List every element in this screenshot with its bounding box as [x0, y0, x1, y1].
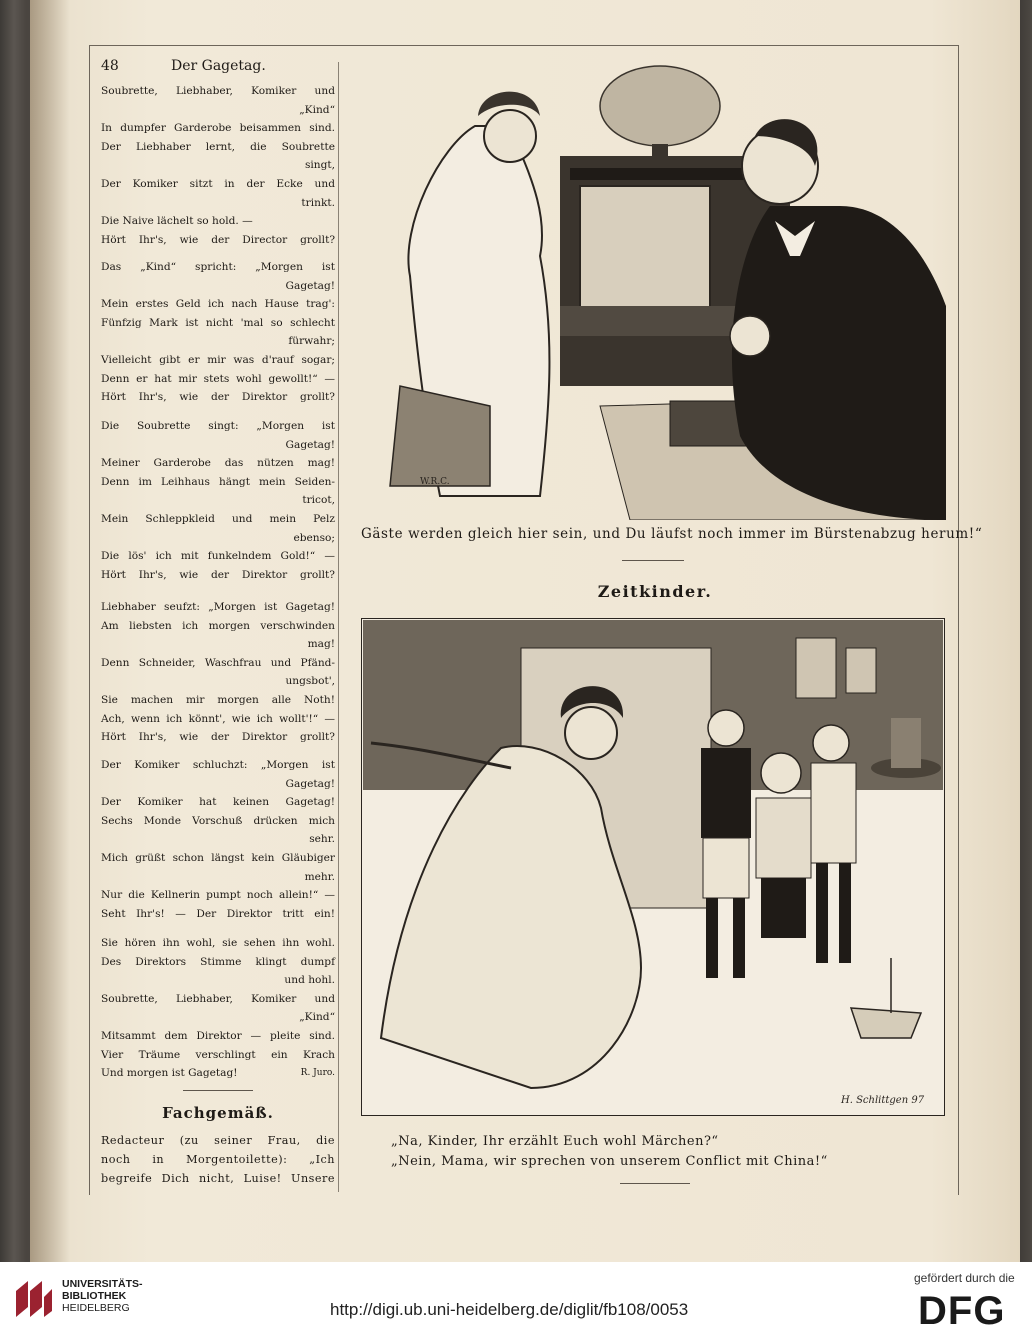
child-2-pants — [761, 878, 806, 938]
boy-3-leg — [816, 863, 828, 963]
sheet-music — [580, 186, 710, 316]
poem-author: R. Juro. — [300, 1068, 335, 1079]
boy-1-shorts — [703, 838, 749, 898]
artist-signature: H. Schlittgen 97 — [841, 1095, 925, 1106]
poem-line: fürwahr; — [288, 335, 335, 348]
poem-line: Sechs Monde Vorschuß drücken mich — [101, 814, 335, 827]
university-library-logo-icon — [12, 1277, 56, 1321]
boy-1-head — [708, 710, 744, 746]
poem-line: Gagetag! — [285, 777, 335, 790]
spine-shadow — [30, 0, 70, 1262]
poem-line: Hört Ihr's, wie der Direktor grollt? — [101, 391, 335, 404]
poem-line: singt, — [304, 159, 335, 172]
lamp-shade — [600, 66, 720, 146]
funding-label: gefördert durch die — [914, 1271, 1015, 1285]
frame-left-line — [89, 45, 90, 1195]
poem-line: Liebhaber seufzt: „Morgen ist Gagetag! — [101, 601, 335, 613]
poem-line: Hört Ihr's, wie der Director grollt? — [101, 233, 335, 246]
poem-line: Meiner Garderobe das nützen mag! — [101, 457, 335, 470]
poem-line: und hohl. — [284, 974, 335, 987]
poem-line: Mein Schleppkleid und mein Pelz — [101, 512, 335, 525]
caption-bottom-line-2: „Nein, Mama, wir sprechen von unserem Conflict mit China!“ — [391, 1154, 828, 1169]
poem-stanza-6 — [101, 934, 335, 1083]
boy-3-leg — [839, 863, 851, 963]
poem-line: Hört Ihr's, wie der Direktor grollt? — [101, 731, 335, 744]
poem-line: Der Komiker hat keinen Gagetag! — [101, 796, 335, 809]
frame-right-line — [958, 45, 959, 1195]
boy-1-leg — [706, 898, 718, 978]
permalink-url[interactable]: http://digi.ub.uni-heidelberg.de/diglit/fb108/0053 — [330, 1300, 689, 1319]
child-2-head — [761, 753, 801, 793]
poem-line: ungsbot', — [285, 675, 335, 688]
boy-3-head — [813, 725, 849, 761]
boy-1-sweater — [701, 748, 751, 838]
running-title: Der Gagetag. — [171, 58, 266, 74]
mother-head — [565, 707, 617, 759]
poem-line: „Kind“ — [299, 1011, 335, 1024]
poem-line: Hört Ihr's, wie der Direktor grollt? — [101, 568, 335, 581]
prose-line: begreife Dich nicht, Luise! Unsere — [101, 1172, 335, 1185]
poem-line: ebenso; — [293, 531, 335, 544]
poem-line: Mich grüßt schon längst kein Gläubiger — [101, 851, 335, 864]
library-name-line: HEIDELBERG — [62, 1302, 130, 1314]
poem-line: Soubrette, Liebhaber, Komiker und — [101, 85, 335, 97]
poem-line: Die lös' ich mit funkelndem Gold!“ — — [101, 550, 335, 563]
poem-line: Des Direktors Stimme klingt dumpf — [101, 955, 335, 968]
fachgemaess-title: Fachgemäß. — [162, 1104, 274, 1122]
poem-stanza-3 — [101, 417, 335, 584]
zeitkinder-title: Zeitkinder. — [597, 582, 713, 601]
column-divider — [338, 62, 339, 1192]
page-header — [101, 58, 337, 80]
poem-line: Mein erstes Geld ich nach Hause trag': — [101, 298, 335, 311]
boy-3-suit — [811, 763, 856, 863]
footer-bar — [0, 1262, 1032, 1335]
poem-line: Sie machen mir morgen alle Noth! — [101, 693, 335, 706]
poem-line: Denn er hat mir stets wohl gewollt!“ — — [101, 372, 335, 385]
framed-picture-2 — [846, 648, 876, 693]
poem-line: Gagetag! — [285, 279, 335, 292]
poem-line: Vier Träume verschlingt ein Krach — [101, 1048, 335, 1061]
caption-rule — [622, 560, 684, 561]
boy-1-leg — [733, 898, 745, 978]
section-rule — [183, 1090, 253, 1091]
poem-line: Das „Kind“ spricht: „Morgen ist — [101, 261, 335, 273]
poem-line: Der Komiker schluchzt: „Morgen ist — [101, 759, 335, 771]
monogram: W.R.C. — [420, 477, 450, 487]
man-hands — [730, 316, 770, 356]
poem-line: Denn im Leihhaus hängt mein Seiden- — [101, 475, 335, 488]
lamp-base — [652, 144, 668, 166]
library-name-line: UNIVERSITÄTS- — [62, 1278, 143, 1290]
page-number: 48 — [101, 58, 119, 74]
illustration-piano-scene — [360, 56, 946, 520]
poem-line: In dumpfer Garderobe beisammen sind. — [101, 122, 335, 135]
poem-line: Am liebsten ich morgen verschwinden — [101, 619, 335, 632]
caption-top: Gäste werden gleich hier sein, und Du läufst noch immer im Bürstenabzug herum!“ — [361, 526, 983, 542]
poem-line: sehr. — [309, 833, 335, 846]
child-2-body — [756, 798, 811, 878]
poem-line: Denn Schneider, Waschfrau und Pfänd- — [101, 656, 335, 669]
poem-line: Ach, wenn ich könnt', wie ich wollt'!“ — — [101, 712, 335, 725]
poem-line: Nur die Kellnerin pumpt noch allein!“ — — [101, 889, 335, 902]
poem-stanza-1 — [101, 82, 335, 249]
prose-line: noch in Morgentoilette): „Ich — [101, 1153, 335, 1166]
poem-line: Seht Ihr's! — Der Direktor tritt ein! — [101, 907, 335, 920]
poem-last-line — [101, 1064, 335, 1083]
toy-ship — [851, 1008, 921, 1038]
prose-line: Redacteur (zu seiner Frau, die — [101, 1134, 335, 1147]
poem-line: mehr. — [304, 870, 335, 883]
poem-line: Mitsammt dem Direktor — pleite sind. — [101, 1029, 335, 1042]
frame-top-line — [89, 45, 959, 46]
poem-line: Sie hören ihn wohl, sie sehen ihn wohl. — [101, 937, 335, 949]
poem-line: Die Soubrette singt: „Morgen ist — [101, 420, 335, 432]
flower-vase — [891, 718, 921, 768]
poem-line: trinkt. — [301, 196, 335, 209]
library-name-line: BIBLIOTHEK — [62, 1290, 127, 1302]
poem-line: Und morgen ist Gagetag! — [101, 1067, 238, 1080]
dfg-logo: DFG — [918, 1289, 1006, 1333]
poem-stanza-2 — [101, 258, 335, 407]
illustration-children-scene — [361, 618, 945, 1116]
poem-line: mag! — [307, 638, 335, 651]
library-name — [62, 1278, 143, 1314]
poem-stanza-5 — [101, 756, 335, 923]
poem-line: Vielleicht gibt er mir was d'rauf sogar; — [101, 353, 335, 366]
poem-line: tricot, — [302, 494, 335, 507]
poem-line: Die Naive lächelt so hold. — — [101, 215, 253, 228]
poem-line: „Kind“ — [299, 103, 335, 116]
caption-bottom-line-1: „Na, Kinder, Ihr erzählt Euch wohl Märchen?“ — [391, 1134, 719, 1149]
framed-picture — [796, 638, 836, 698]
poem-line: Soubrette, Liebhaber, Komiker und — [101, 992, 335, 1005]
woman-head — [484, 110, 536, 162]
poem-line: Gagetag! — [285, 438, 335, 451]
poem-line: Der Liebhaber lernt, die Soubrette — [101, 140, 335, 153]
poem-stanza-4 — [101, 598, 335, 747]
bottom-rule — [620, 1183, 690, 1184]
poem-line: Fünfzig Mark ist nicht 'mal so schlecht — [101, 316, 335, 329]
poem-line: Der Komiker sitzt in der Ecke und — [101, 177, 335, 190]
fachgemaess-text — [101, 1131, 335, 1188]
